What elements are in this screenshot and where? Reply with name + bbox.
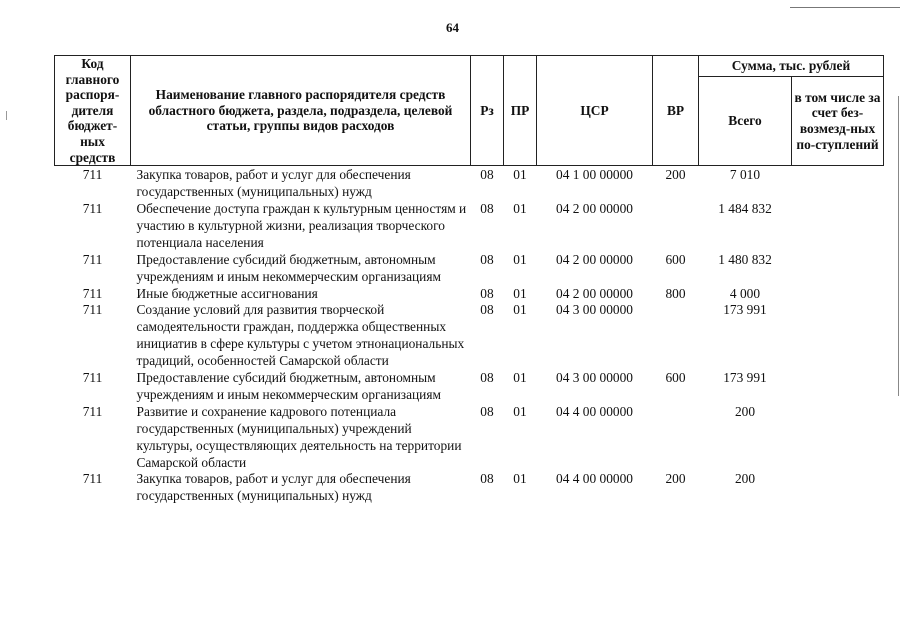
code-cell: 711 <box>82 471 103 487</box>
grants-cell <box>792 471 884 505</box>
name-cell: Создание условий для развития творческой самодеятельности граждан, поддержка общественных инициатив в сфере культуры с учетом этнонациональных традиций, особенностей Самарской области <box>136 302 465 369</box>
pr-cell: 01 <box>513 302 527 318</box>
csr-cell: 04 2 00 00000 <box>556 200 633 216</box>
name-cell: Предоставление субсидий бюджетным, автономным учреждениям и иным некоммерческим организациям <box>136 370 441 402</box>
vr-cell <box>653 404 699 472</box>
budget-table <box>54 55 884 505</box>
grants-cell <box>792 286 884 303</box>
code-cell: 711 <box>82 200 103 216</box>
total-cell: 200 <box>734 471 756 487</box>
pr-cell: 01 <box>513 471 527 487</box>
code-cell: 711 <box>82 302 103 318</box>
total-cell: 4 000 <box>729 285 761 301</box>
vr-cell <box>653 302 699 370</box>
rz-cell: 08 <box>480 167 494 183</box>
grants-cell <box>792 302 884 370</box>
pr-cell: 01 <box>513 251 527 267</box>
header-grants: в том числе за счет без-возмезд-ных по-ступлений <box>792 77 884 166</box>
grants-cell <box>792 166 884 201</box>
total-cell: 1 480 832 <box>718 251 772 267</box>
vr-cell: 600 <box>665 370 686 386</box>
pr-cell: 01 <box>513 167 527 183</box>
total-cell: 173 991 <box>723 370 767 386</box>
name-cell: Обеспечение доступа граждан к культурным ценностям и участию в культурной жизни, реализация творческого потенциала населения <box>136 200 467 250</box>
rz-cell: 08 <box>480 471 494 487</box>
grants-cell <box>792 201 884 252</box>
left-margin-mark <box>6 111 7 120</box>
rz-cell: 08 <box>480 302 494 318</box>
rz-cell: 08 <box>480 403 494 419</box>
csr-cell: 04 4 00 00000 <box>556 471 633 487</box>
header-total: Всего <box>699 77 792 166</box>
vr-cell: 200 <box>665 471 686 487</box>
table-row <box>55 286 884 303</box>
csr-cell: 04 3 00 00000 <box>556 370 633 386</box>
total-cell: 1 484 832 <box>718 200 772 216</box>
name-cell: Развитие и сохранение кадрового потенциала государственных (муниципальных) учреждений культуры, осуществляющих деятельность на территории Самарской области <box>136 403 462 470</box>
total-cell: 7 010 <box>729 167 761 183</box>
table-row <box>55 252 884 286</box>
table-row <box>55 404 884 472</box>
header-vr: ВР <box>653 56 699 166</box>
name-cell: Иные бюджетные ассигнования <box>136 285 318 301</box>
name-cell: Закупка товаров, работ и услуг для обеспечения государственных (муниципальных) нужд <box>136 471 411 504</box>
rz-cell: 08 <box>480 251 494 267</box>
code-cell: 711 <box>82 370 103 386</box>
grants-cell <box>792 370 884 404</box>
table-row <box>55 302 884 370</box>
table-header <box>55 56 884 166</box>
right-edge-rule <box>898 96 899 396</box>
csr-cell: 04 3 00 00000 <box>556 302 633 318</box>
pr-cell: 01 <box>513 285 527 301</box>
csr-cell: 04 4 00 00000 <box>556 403 633 419</box>
vr-cell: 800 <box>665 285 686 301</box>
header-code: Код главного распоря-дителя бюджет-ных средств <box>55 56 131 166</box>
name-cell: Предоставление субсидий бюджетным, автономным учреждениям и иным некоммерческим организациям <box>136 251 441 284</box>
csr-cell: 04 2 00 00000 <box>556 285 633 301</box>
code-cell: 711 <box>82 167 103 183</box>
pr-cell: 01 <box>513 200 527 216</box>
total-cell: 200 <box>734 403 756 419</box>
name-cell: Закупка товаров, работ и услуг для обеспечения государственных (муниципальных) нужд <box>136 167 411 200</box>
table-row <box>55 166 884 201</box>
code-cell: 711 <box>82 403 103 419</box>
rz-cell: 08 <box>480 285 494 301</box>
rz-cell: 08 <box>480 370 494 386</box>
table-body <box>55 166 884 506</box>
pr-cell: 01 <box>513 370 527 386</box>
header-sum: Сумма, тыс. рублей <box>699 56 884 77</box>
header-rz: Рз <box>471 56 504 166</box>
csr-cell: 04 2 00 00000 <box>556 251 633 267</box>
vr-cell: 600 <box>665 251 686 267</box>
header-pr: ПР <box>504 56 537 166</box>
code-cell: 711 <box>82 251 103 267</box>
pr-cell: 01 <box>513 403 527 419</box>
code-cell: 711 <box>82 285 103 301</box>
vr-cell: 200 <box>665 167 686 183</box>
table-row <box>55 370 884 404</box>
total-cell: 173 991 <box>723 302 767 318</box>
page-number: 64 <box>446 20 459 35</box>
grants-cell <box>792 252 884 286</box>
table-row <box>55 201 884 252</box>
table-row <box>55 471 884 505</box>
header-name: Наименование главного распорядителя средств областного бюджета, раздела, подраздела, целевой статьи, группы видов расходов <box>131 56 471 166</box>
grants-cell <box>792 404 884 472</box>
vr-cell <box>653 201 699 252</box>
csr-cell: 04 1 00 00000 <box>556 167 633 183</box>
top-edge-rule <box>790 7 900 8</box>
header-csr: ЦСР <box>537 56 653 166</box>
rz-cell: 08 <box>480 200 494 216</box>
